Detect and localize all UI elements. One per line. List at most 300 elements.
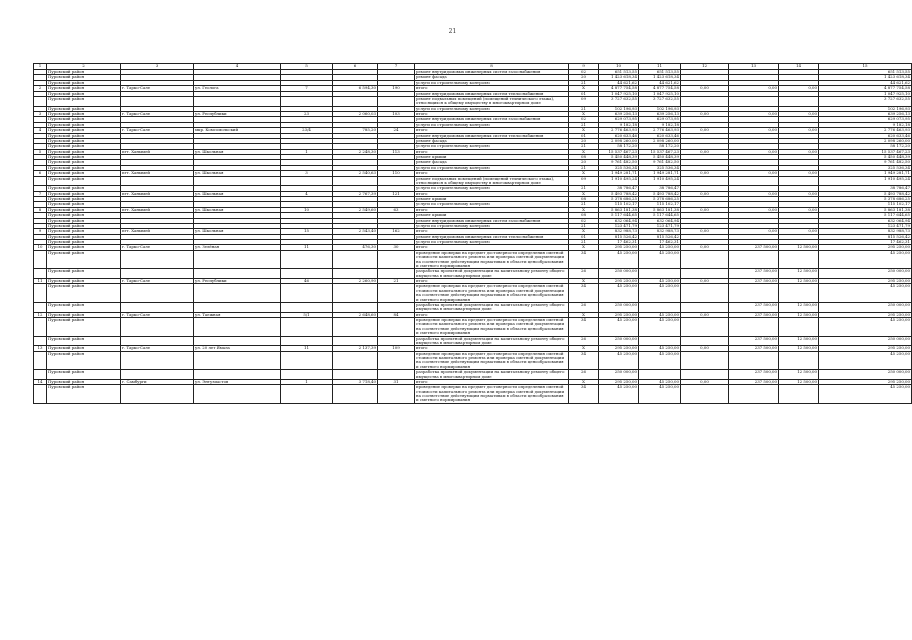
table-cell: 45 250,00: [599, 250, 639, 269]
table-cell: итого: [415, 346, 569, 351]
table-cell: 2 260,90: [333, 279, 378, 284]
table-cell: 21: [569, 144, 599, 149]
table-cell: 250 000,00: [819, 370, 912, 380]
table-cell: Пуровский район: [47, 318, 121, 337]
table-cell: 3: [281, 171, 333, 176]
table-cell: 21: [569, 186, 599, 191]
table-cell: итого: [415, 191, 569, 196]
table-cell: [681, 351, 729, 370]
table-cell: X: [569, 229, 599, 234]
table-cell: [34, 351, 47, 370]
table-cell: ул. Энтузиастов: [194, 379, 281, 384]
table-cell: 0,00: [729, 128, 779, 133]
table-cell: [729, 96, 779, 106]
table-cell: услуги по строительному контролю: [415, 240, 569, 245]
table-cell: ул. Школьная: [194, 149, 281, 154]
table-row: [34, 96, 912, 106]
table-cell: 21: [569, 202, 599, 207]
table-cell: 45 250,00: [599, 284, 639, 303]
table-cell: Пуровский район: [47, 351, 121, 370]
table-cell: 45 250,00: [639, 250, 681, 269]
table-cell: 5 117 644,65: [599, 213, 639, 218]
table-cell: 237 500,00: [729, 245, 779, 250]
table-cell: 0,00: [729, 149, 779, 154]
table-cell: 2 060,03: [333, 112, 378, 117]
table-cell: 237 500,00: [729, 379, 779, 384]
table-cell: 5 493 788,42: [639, 191, 681, 196]
table-cell: 5 493 788,42: [599, 191, 639, 196]
table-cell: [333, 96, 378, 106]
table-cell: ул. Республики: [194, 112, 281, 117]
table-cell: ремонт фасада: [415, 138, 569, 143]
table-cell: г. Тарко-Сале: [121, 279, 194, 284]
table-cell: 12: [34, 312, 47, 317]
table-cell: [121, 176, 194, 186]
table-cell: 0,00: [681, 245, 729, 250]
table-cell: услуги по строительному контролю: [415, 144, 569, 149]
table-cell: 295 250,00: [819, 312, 912, 317]
table-cell: Пуровский район: [47, 312, 121, 317]
table-cell: Пуровский район: [47, 346, 121, 351]
column-number-cell: 4: [194, 64, 281, 70]
table-cell: 639 256,13: [599, 112, 639, 117]
table-cell: ул. Школьная: [194, 229, 281, 234]
table-cell: 1: [281, 149, 333, 154]
table-cell: 23: [281, 112, 333, 117]
table-cell: 250 000,00: [819, 336, 912, 346]
table-cell: 9 761 482,50: [639, 160, 681, 165]
table-cell: [681, 370, 729, 380]
table-cell: Пуровский район: [47, 106, 121, 111]
table-cell: ул. Зелёная: [194, 245, 281, 250]
table-cell: 3 727 632,55: [599, 96, 639, 106]
table-cell: 651 513,55: [639, 70, 681, 75]
table-cell: 1 423 618,34: [819, 75, 912, 80]
table-cell: 629 073,95: [639, 117, 681, 122]
table-cell: 11: [34, 279, 47, 284]
table-cell: 629 073,95: [599, 117, 639, 122]
table-cell: 45 250,00: [639, 312, 681, 317]
table-cell: 26: [569, 269, 599, 279]
table-cell: 5 450 448,39: [639, 155, 681, 160]
table-cell: пгт. Ханымей: [121, 149, 194, 154]
table-cell: 45 250,00: [639, 346, 681, 351]
table-cell: 1 949 281,71: [819, 171, 912, 176]
table-cell: [378, 385, 415, 404]
table-cell: разработка проектной документации на капитальному ремонту общего имущества в многоквартирном доме: [415, 370, 569, 380]
table-cell: пгт. Ханымей: [121, 229, 194, 234]
page-number: 21: [448, 28, 457, 35]
table-cell: [34, 176, 47, 186]
table-cell: 38 786,47: [819, 186, 912, 191]
table-cell: услуги по строительному контролю: [415, 80, 569, 85]
table-row: [34, 385, 912, 404]
table-cell: 2 776 463,93: [639, 128, 681, 133]
table-cell: 38 786,47: [599, 186, 639, 191]
table-cell: разработка проектной документации на капитальному ремонту общего имущества в многоквартирном доме: [415, 302, 569, 312]
table-cell: 34: [569, 250, 599, 269]
table-cell: [681, 176, 729, 186]
table-cell: [194, 302, 281, 312]
table-cell: 250 000,00: [599, 336, 639, 346]
table-cell: 5 863 181,38: [639, 207, 681, 212]
table-cell: 45 250,00: [639, 284, 681, 303]
table-cell: [378, 96, 415, 106]
table-cell: 15 537 467,23: [599, 149, 639, 154]
table-cell: 09: [569, 96, 599, 106]
table-cell: 45 250,00: [639, 279, 681, 284]
table-cell: итого: [415, 279, 569, 284]
table-cell: 6 594,30: [333, 86, 378, 91]
table-cell: [378, 318, 415, 337]
table-cell: 45 250,00: [639, 379, 681, 384]
table-cell: 250 000,00: [819, 269, 912, 279]
table-cell: 0,00: [779, 207, 819, 212]
table-cell: [378, 284, 415, 303]
table-cell: проведение проверки на предмет достоверности определения сметной стоимости капитального ремонта или проверка сметной документации на соответствие действующим нормативам в области ценообразования и сметного нормирования: [415, 351, 569, 370]
column-number-cell: 3: [121, 64, 194, 70]
table-cell: [333, 385, 378, 404]
table-cell: X: [569, 112, 599, 117]
table-cell: 9 761 482,50: [599, 160, 639, 165]
table-cell: 9 761 482,50: [819, 160, 912, 165]
table-cell: Пуровский район: [47, 245, 121, 250]
table-cell: Пуровский район: [47, 240, 121, 245]
table-cell: Пуровский район: [47, 75, 121, 80]
table-cell: 0,00: [729, 171, 779, 176]
table-cell: 01: [569, 91, 599, 96]
table-cell: 1 423 618,34: [599, 75, 639, 80]
table-cell: [194, 351, 281, 370]
table-cell: 4 877 754,58: [819, 86, 912, 91]
table-cell: 3 727 632,55: [639, 96, 681, 106]
table-cell: [779, 351, 819, 370]
table-cell: Пуровский район: [47, 302, 121, 312]
table-cell: 1 949 281,71: [599, 171, 639, 176]
table-cell: 12 500,00: [779, 370, 819, 380]
table-row: [34, 269, 912, 279]
table-cell: [194, 318, 281, 337]
table-cell: Пуровский район: [47, 86, 121, 91]
table-cell: [281, 351, 333, 370]
table-cell: 651 513,55: [599, 70, 639, 75]
table-cell: 45 250,00: [819, 318, 912, 337]
table-cell: 21: [378, 279, 415, 284]
table-cell: 162: [378, 229, 415, 234]
table-cell: 295 250,00: [599, 312, 639, 317]
table-cell: 14: [34, 379, 47, 384]
table-cell: 121: [378, 191, 415, 196]
table-cell: [194, 370, 281, 380]
table-cell: Пуровский район: [47, 122, 121, 127]
table-cell: ремонт внутридомовых инженерных систем газоснабжения: [415, 70, 569, 75]
table-cell: 09: [569, 176, 599, 186]
table-cell: 0,00: [681, 112, 729, 117]
table-cell: [729, 250, 779, 269]
table-cell: 2 137,39: [333, 346, 378, 351]
table-cell: 5 493 788,42: [819, 191, 912, 196]
table-cell: 45 250,00: [599, 318, 639, 337]
table-cell: 08: [569, 197, 599, 202]
table-cell: 815 526,42: [819, 234, 912, 239]
table-cell: ул. 20 лет Ямала: [194, 346, 281, 351]
table-cell: 20: [569, 138, 599, 143]
capital-repair-table: [33, 63, 912, 404]
table-cell: Пуровский район: [47, 284, 121, 303]
table-cell: 45 250,00: [599, 351, 639, 370]
table-cell: ул. Геолога: [194, 86, 281, 91]
table-cell: 26: [569, 370, 599, 380]
table-cell: [779, 176, 819, 186]
table-cell: X: [569, 191, 599, 196]
table-cell: 1 047 925,10: [819, 91, 912, 96]
table-cell: 21: [569, 223, 599, 228]
table-cell: 17 462,31: [819, 240, 912, 245]
table-cell: X: [569, 171, 599, 176]
table-cell: 12 500,00: [779, 346, 819, 351]
table-cell: ремонт подвальных помещений (помещений технического этажа), относящихся к общему имуществу в многоквартирном доме: [415, 176, 569, 186]
table-cell: 0,00: [779, 229, 819, 234]
table-cell: Пуровский район: [47, 336, 121, 346]
table-cell: 58 172,20: [639, 144, 681, 149]
table-cell: 237 500,00: [729, 370, 779, 380]
table-cell: 7: [34, 191, 47, 196]
table-cell: [333, 284, 378, 303]
table-cell: [333, 250, 378, 269]
table-cell: 295 250,00: [819, 279, 912, 284]
table-cell: [281, 385, 333, 404]
table-cell: 1 910 495,24: [639, 176, 681, 186]
table-cell: 45 250,00: [819, 351, 912, 370]
table-cell: 0,00: [681, 312, 729, 317]
table-cell: X: [569, 149, 599, 154]
table-cell: [34, 96, 47, 106]
table-cell: 1 047 925,10: [599, 91, 639, 96]
table-cell: 0,00: [779, 128, 819, 133]
column-number-cell: 13: [729, 64, 779, 70]
table-cell: 639 256,13: [639, 112, 681, 117]
table-cell: Пуровский район: [47, 149, 121, 154]
table-cell: 1 423 618,34: [639, 75, 681, 80]
table-cell: итого: [415, 229, 569, 234]
table-cell: 190: [378, 86, 415, 91]
table-row: [34, 302, 912, 312]
table-cell: г. Тарко-Сале: [121, 312, 194, 317]
table-cell: [281, 96, 333, 106]
table-cell: [34, 385, 47, 404]
table-cell: 5 378 686,25: [639, 197, 681, 202]
table-cell: г. Тарко-Сале: [121, 128, 194, 133]
table-cell: 0,00: [681, 86, 729, 91]
table-cell: 30: [378, 245, 415, 250]
table-cell: ремонт подвальных помещений (помещений технического этажа), относящихся к общему имуществу в многоквартирном доме: [415, 96, 569, 106]
table-cell: [34, 284, 47, 303]
table-cell: 21: [569, 240, 599, 245]
table-cell: 6: [34, 171, 47, 176]
table-cell: Пуровский район: [47, 191, 121, 196]
table-cell: 2 776 463,93: [819, 128, 912, 133]
table-cell: ремонт внутридомовых инженерных систем теплоснабжения: [415, 91, 569, 96]
table-cell: 832 988,73: [599, 229, 639, 234]
table-cell: Пуровский район: [47, 160, 121, 165]
table-cell: [378, 351, 415, 370]
table-cell: [333, 302, 378, 312]
table-cell: Пуровский район: [47, 70, 121, 75]
table-cell: 1 910 495,24: [599, 176, 639, 186]
table-cell: ул. Школьная: [194, 207, 281, 212]
table-cell: 45 250,00: [639, 245, 681, 250]
table-cell: 20: [569, 75, 599, 80]
table-cell: 0,00: [681, 128, 729, 133]
table-cell: X: [569, 86, 599, 91]
table-cell: 45 250,00: [639, 351, 681, 370]
table-cell: [333, 318, 378, 337]
table-cell: 123 471,79: [599, 223, 639, 228]
table-cell: Пуровский район: [47, 229, 121, 234]
table-cell: [281, 250, 333, 269]
table-cell: Пуровский район: [47, 213, 121, 218]
table-cell: ремонт крыши: [415, 155, 569, 160]
table-cell: пгт. Ханымей: [121, 207, 194, 212]
table-cell: 651 513,55: [819, 70, 912, 75]
table-cell: 34: [569, 284, 599, 303]
table-cell: [281, 284, 333, 303]
table-cell: 58 172,20: [819, 144, 912, 149]
table-cell: [333, 370, 378, 380]
table-cell: [194, 250, 281, 269]
table-cell: 632 064,94: [639, 218, 681, 223]
table-cell: [34, 318, 47, 337]
table-cell: 629 073,95: [819, 117, 912, 122]
table-body: [34, 64, 912, 404]
table-cell: Пуровский район: [47, 117, 121, 122]
table-cell: 17 462,31: [639, 240, 681, 245]
table-cell: X: [569, 128, 599, 133]
table-cell: 21: [569, 165, 599, 170]
table-cell: 250 000,00: [599, 370, 639, 380]
table-cell: 5 117 644,65: [819, 213, 912, 218]
table-cell: 0,00: [779, 171, 819, 176]
table-cell: Пуровский район: [47, 138, 121, 143]
table-cell: 325 536,34: [639, 165, 681, 170]
table-cell: 21: [569, 80, 599, 85]
table-cell: [779, 250, 819, 269]
table-cell: 45 250,00: [819, 385, 912, 404]
table-cell: [194, 96, 281, 106]
table-cell: 45 250,00: [639, 318, 681, 337]
table-cell: 44 621,62: [599, 80, 639, 85]
table-cell: [729, 176, 779, 186]
table-cell: Пуровский район: [47, 176, 121, 186]
table-cell: 639 256,13: [819, 112, 912, 117]
table-cell: 10: [281, 207, 333, 212]
table-cell: г. Тарко-Сале: [121, 346, 194, 351]
table-cell: 12 500,00: [779, 312, 819, 317]
table-cell: г. Тарко-Сале: [121, 245, 194, 250]
table-cell: 1 047 925,10: [639, 91, 681, 96]
table-cell: ремонт внутридомовых инженерных систем теплоснабжения: [415, 133, 569, 138]
table-cell: [681, 250, 729, 269]
table-cell: 785,20: [333, 128, 378, 133]
table-cell: [333, 351, 378, 370]
table-cell: 02: [569, 218, 599, 223]
table-cell: Пуровский район: [47, 80, 121, 85]
table-cell: 815 526,42: [599, 234, 639, 239]
table-cell: 15 537 467,23: [819, 149, 912, 154]
table-cell: пгт. Ханымей: [121, 171, 194, 176]
table-cell: [194, 176, 281, 186]
table-cell: [681, 284, 729, 303]
table-cell: 3 727 632,55: [819, 96, 912, 106]
table-cell: 0,00: [681, 171, 729, 176]
table-cell: [729, 284, 779, 303]
table-cell: [121, 318, 194, 337]
table-cell: 0,00: [779, 112, 819, 117]
table-cell: 26: [569, 302, 599, 312]
table-cell: 31: [378, 379, 415, 384]
column-number-cell: 12: [681, 64, 729, 70]
table-cell: 15 537 467,23: [639, 149, 681, 154]
table-cell: ремонт внутридомовых инженерных систем газоснабжения: [415, 117, 569, 122]
table-cell: 3: [34, 112, 47, 117]
table-cell: 113: [378, 149, 415, 154]
table-cell: 63: [378, 207, 415, 212]
table-cell: X: [569, 346, 599, 351]
table-cell: 12 500,00: [779, 379, 819, 384]
table-cell: 12 500,00: [779, 336, 819, 346]
table-cell: 12 500,00: [779, 269, 819, 279]
table-cell: [779, 385, 819, 404]
table-cell: 0,00: [729, 207, 779, 212]
table-cell: 45 250,00: [639, 385, 681, 404]
table-cell: 5/1: [281, 312, 333, 317]
table-cell: [121, 250, 194, 269]
table-cell: итого: [415, 86, 569, 91]
table-cell: ремонт фасада: [415, 75, 569, 80]
table-cell: 0,00: [681, 229, 729, 234]
table-cell: 34: [569, 385, 599, 404]
table-cell: итого: [415, 112, 569, 117]
table-cell: [281, 176, 333, 186]
table-cell: 44 621,62: [639, 80, 681, 85]
table-cell: 295 250,00: [819, 379, 912, 384]
table-cell: 109: [378, 346, 415, 351]
table-cell: 2 549,60: [333, 207, 378, 212]
table-cell: 250 000,00: [599, 302, 639, 312]
table-cell: [34, 302, 47, 312]
table-cell: 115 102,17: [819, 202, 912, 207]
table-cell: 632 064,94: [819, 218, 912, 223]
table-cell: [333, 176, 378, 186]
table-cell: 2 648,60: [333, 312, 378, 317]
table-cell: 38 786,47: [639, 186, 681, 191]
table-cell: 295 250,00: [599, 346, 639, 351]
table-cell: [281, 302, 333, 312]
table-cell: X: [569, 379, 599, 384]
table-cell: 7: [281, 86, 333, 91]
table-cell: 102 196,93: [599, 106, 639, 111]
table-cell: X: [569, 279, 599, 284]
table-cell: 2 098 260,00: [599, 138, 639, 143]
table-cell: 84: [378, 312, 415, 317]
column-number-cell: 11: [639, 64, 681, 70]
table-cell: 237 500,00: [729, 302, 779, 312]
table-cell: [378, 370, 415, 380]
table-cell: 115 102,17: [639, 202, 681, 207]
table-cell: 4: [34, 128, 47, 133]
table-cell: 115 102,17: [599, 202, 639, 207]
table-cell: 02: [569, 117, 599, 122]
